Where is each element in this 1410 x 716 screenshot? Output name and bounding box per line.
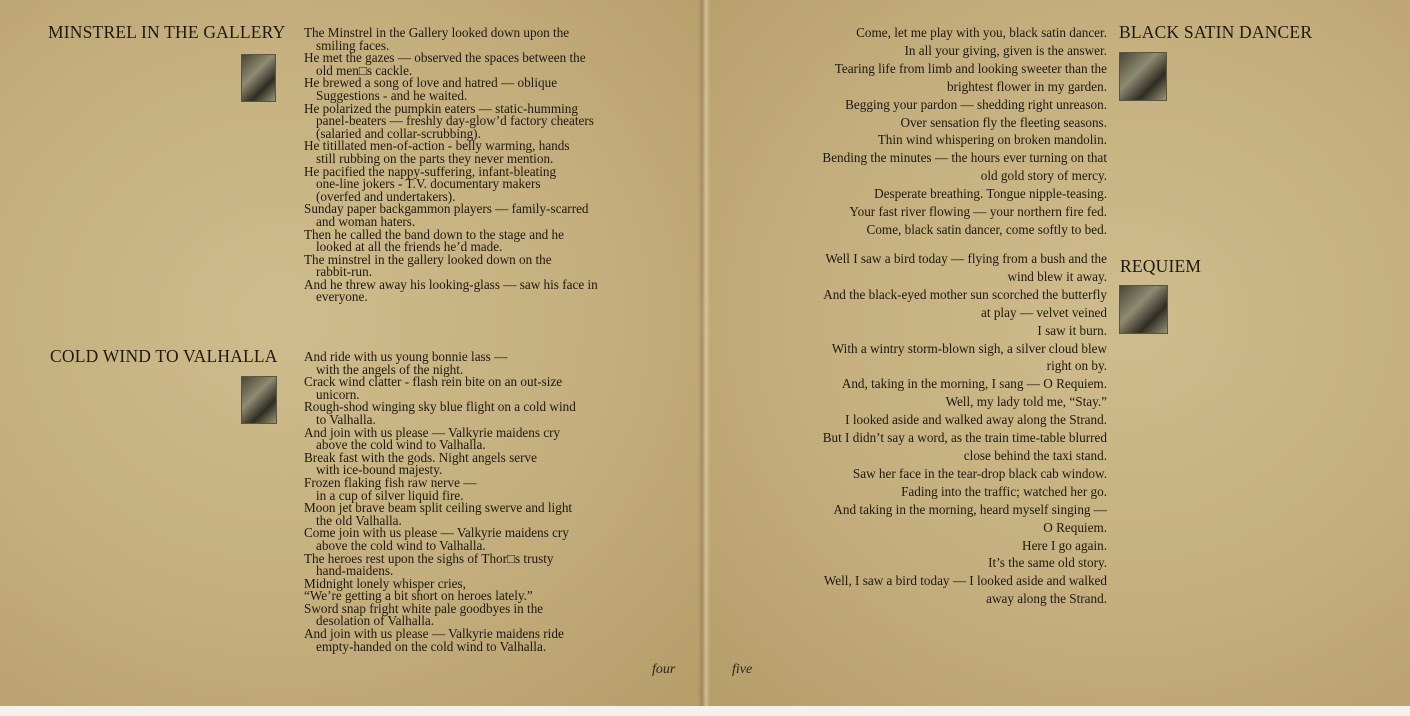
lyric-line: In all your giving, given is the answer. [904,42,1107,58]
minstrel-lyrics [304,27,598,304]
lyric-line: O Requiem. [1043,519,1107,535]
lyric-line: Rough-shod winging sky blue flight on a cold wind [304,399,576,415]
lyric-line: wind blew it away. [1007,268,1107,284]
lyric-line: I looked aside and walked away along the Strand. [845,412,1107,428]
lyric-line: And ride with us young bonnie lass — [304,349,508,364]
lyric-line: away along the Strand. [986,591,1107,607]
lyric-line: with ice-bound majesty. [316,462,443,478]
lyric-line: And join with us please — Valkyrie maidens cry [304,424,561,440]
lyric-line: Frozen flaking fish raw nerve — [304,474,477,490]
section-title-black-satin-dancer: BLACK SATIN DANCER [1119,22,1313,42]
lyric-line: He pacified the nappy-suffering, infant-bleating [304,163,557,179]
right-page [703,0,1410,706]
lyric-line: Suggestions - and he waited. [316,87,468,103]
lyric-line: Thin wind whispering on broken mandolin. [877,132,1107,148]
lyric-line: (overfed and undertakers). [316,188,456,204]
lyric-line: Moon jet brave beam split ceiling swerve and light [304,500,573,516]
lyric-line: smiling faces. [316,37,390,53]
requiem-thumbnail-image [1119,285,1168,334]
requiem-lyrics [823,250,1107,608]
lyric-line: The Minstrel in the Gallery looked down upon the [304,25,570,40]
lyric-line: Saw her face in the tear-drop black cab window. [852,465,1107,481]
lyric-line: close behind the taxi stand. [963,447,1107,463]
lyric-line: Desperate breathing. Tongue nipple-teasing. [874,186,1107,202]
lyric-line: above the cold wind to Valhalla. [316,437,486,453]
lyric-line: panel-beaters — freshly day-glow’d factory cheaters [316,113,594,129]
lyric-line: Come, black satin dancer, come softly to bed. [866,221,1107,237]
section-title-minstrel: MINSTREL IN THE GALLERY [48,22,286,42]
lyric-line: the old Valhalla. [316,512,402,528]
lyric-line: He met the gazes — observed the spaces between the [304,50,586,66]
lyric-line: old gold story of mercy. [980,168,1107,184]
lyric-line: And he threw away his looking-glass — saw his face in [304,276,598,292]
minstrel-thumbnail-image [241,54,276,102]
lyric-line: everyone. [316,289,368,305]
lyric-line: Begging your pardon — shedding right unreason. [845,96,1107,112]
lyric-line: Here I go again. [1022,537,1107,553]
lyric-line: The heroes rest upon the sighs of Thor□s trusty [304,550,554,566]
lyric-line: Sword snap fright white pale goodbyes in the [304,600,544,616]
lyric-line: hand-maidens. [316,563,394,579]
lyric-line: With a wintry storm-blown sigh, a silver cloud blew [831,340,1107,356]
lyric-line: He brewed a song of love and hatred — oblique [304,75,558,91]
lyric-line: Sunday paper backgammon players — family-scarred [304,201,589,217]
lyric-line: He titillated men-of-action - belly warming, hands [304,138,570,154]
lyric-line: It’s the same old story. [988,555,1107,571]
lyric-line: to Valhalla. [316,411,376,427]
lyric-line: at play — velvet veined [981,304,1107,320]
lyric-line: But I didn’t say a word, as the train time-table blurred [822,430,1107,446]
lyric-line: Your fast river flowing — your northern fire fed. [849,204,1107,220]
lyric-line: Come join with us please — Valkyrie maidens cry [304,525,569,541]
lyric-line: “We’re getting a bit short on heroes lately.” [304,588,533,604]
lyric-line: right on by. [1046,358,1107,374]
lyric-line: Midnight lonely whisper cries, [304,575,466,591]
left-page [0,0,703,706]
lyric-line: Crack wind clatter - flash rein bite on an out-size [304,374,563,390]
lyric-line: Break fast with the gods. Night angels serve [304,449,537,465]
lyric-line: Well, I saw a bird today — I looked aside and walked [823,573,1107,589]
lyric-line: And, taking in the morning, I sang — O Requiem. [841,376,1107,392]
lyric-line: Fading into the traffic; watched her go. [901,483,1107,499]
black-satin-dancer-lyrics [822,24,1107,239]
section-title-cold-wind: COLD WIND TO VALHALLA [50,346,278,366]
lyric-line: And taking in the morning, heard myself singing — [833,501,1107,517]
lyric-line: Tearing life from limb and looking sweeter than the [834,60,1107,76]
lyric-line: one-line jokers - T.V. documentary makers [316,176,541,192]
lyric-line: And the black-eyed mother sun scorched the butterfly [823,286,1107,302]
lyric-line: The minstrel in the gallery looked down on the [304,251,552,267]
black-satin-dancer-thumbnail-image [1119,52,1167,101]
lyric-line: unicorn. [316,386,360,402]
lyric-line: looked at all the friends he’d made. [316,239,503,255]
lyric-line: in a cup of silver liquid fire. [316,487,464,503]
lyric-line: Over sensation fly the fleeting seasons. [900,114,1107,130]
lyric-line: desolation of Valhalla. [316,613,435,629]
page-number-four: four [652,662,676,677]
lyric-line: Then he called the band down to the stage and he [304,226,564,242]
lyric-line: He polarized the pumpkin eaters — static-humming [304,100,578,116]
lyric-line: still rubbing on the parts they never mention. [316,150,554,166]
cold-wind-lyrics [304,351,576,653]
lyric-line: and woman haters. [316,213,416,229]
lyric-line: above the cold wind to Valhalla. [316,537,486,553]
lyric-line: I saw it burn. [1037,322,1107,338]
page-number-five: five [732,662,753,677]
cold-wind-thumbnail-image [241,376,277,424]
lyric-line: Well I saw a bird today — flying from a bush and the [825,251,1107,266]
lyric-line: brightest flower in my garden. [946,78,1107,94]
lyric-line: rabbit-run. [316,264,373,280]
lyric-line: Well, my lady told me, “Stay.” [945,394,1107,410]
lyric-line: And join with us please — Valkyrie maidens ride [304,626,564,642]
lyric-line: with the angels of the night. [316,361,464,377]
lyric-line: old men□s cackle. [316,62,413,78]
lyric-line: (salaried and collar-scrubbing). [316,125,481,141]
section-title-requiem: REQUIEM [1120,256,1202,276]
lyric-line: Come, let me play with you, black satin dancer. [856,25,1107,40]
book-gutter [698,0,710,706]
lyric-line: empty-handed on the cold wind to Valhalla. [316,638,547,654]
lyric-line: Bending the minutes — the hours ever turning on that [822,150,1107,166]
